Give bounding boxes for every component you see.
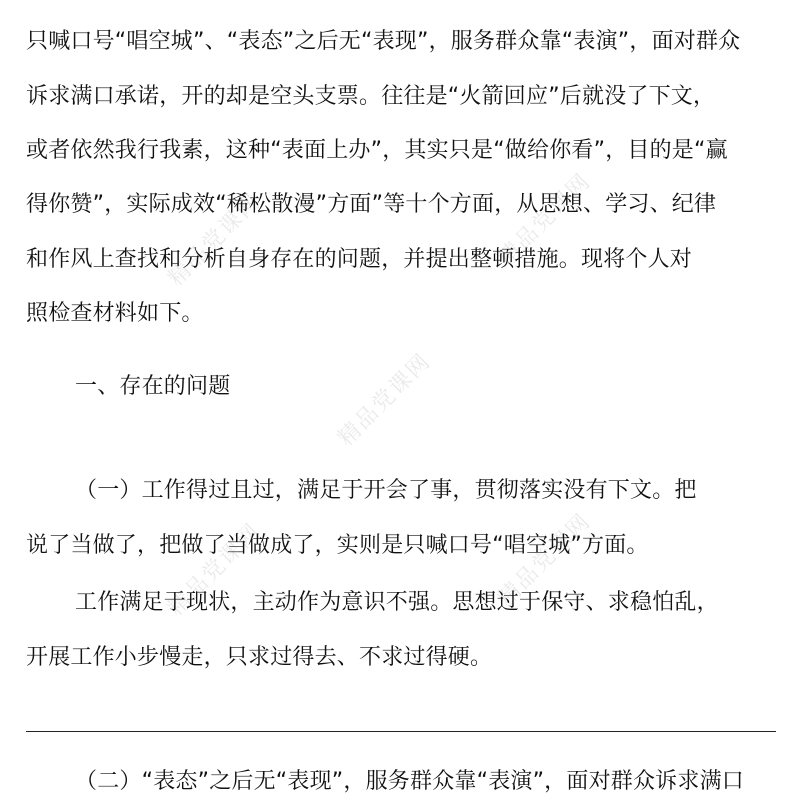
paragraph-line: 或者依然我行我素，这种“表面上办”，其实只是“做给你看”，目的是“赢 [26,138,728,163]
watermark: 精品党课网 [493,168,597,272]
watermark: 精品党课网 [163,188,267,292]
watermark: 精品党课网 [333,348,437,452]
watermark: 精品党课网 [163,518,267,622]
paragraph-line: 开展工作小步慢走，只求过得去、不求过得硬。 [26,645,493,670]
paragraph-line: 得你赞”，实际成效“稀松散漫”方面”等十个方面，从思想、学习、纪律 [26,192,717,217]
paragraph-line: 说了当做了，把做了当做成了，实则是只喊口号“唱空城”方面。 [26,533,649,558]
page-divider [26,731,776,732]
subsection-heading: （一）工作得过且过，满足于开会了事，贯彻落实没有下文。把 [75,478,697,503]
paragraph-line: 和作风上查找和分析自身存在的问题，并提出整顿措施。现将个人对 [26,247,693,272]
subsection-heading: （二）“表态”之后无“表现”，服务群众靠“表演”，面对群众诉求满口 [75,769,744,794]
section-heading: 一、存在的问题 [75,374,231,399]
paragraph-line: 只喊口号“唱空城”、“表态”之后无“表现”，服务群众靠“表演”，面对群众 [26,29,741,54]
paragraph-line: 诉求满口承诺，开的却是空头支票。往往是“火箭回应”后就没了下文， [26,84,716,109]
paragraph-line: 工作满足于现状，主动作为意识不强。思想过于保守、求稳怕乱， [75,590,719,615]
watermark: 精品党课网 [493,508,597,612]
paragraph-line: 照检查材料如下。 [26,301,204,326]
